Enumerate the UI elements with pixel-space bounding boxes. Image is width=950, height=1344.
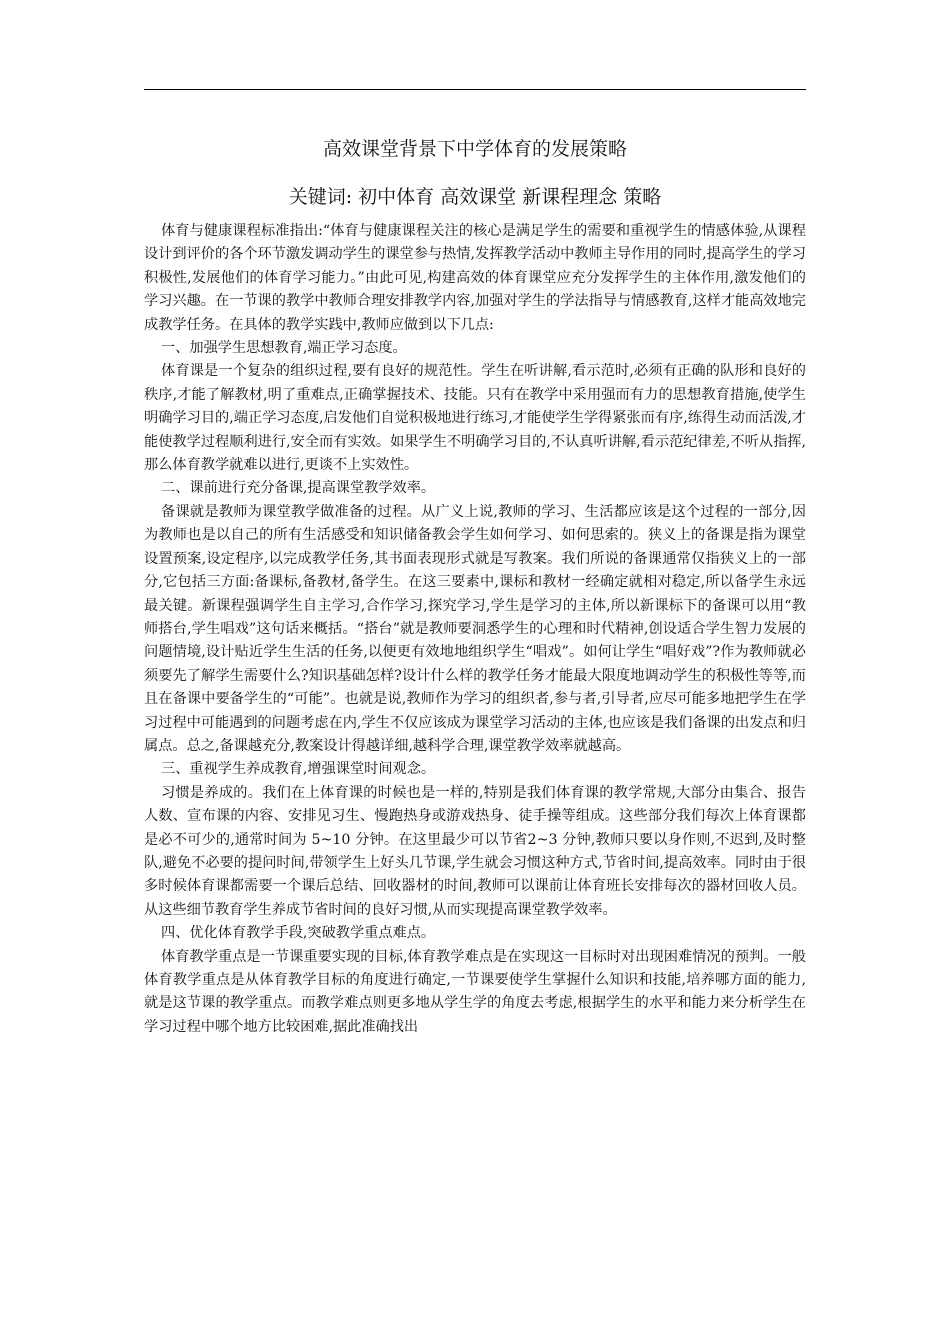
paragraph: 习惯是养成的。我们在上体育课的时候也是一样的,特别是我们体育课的教学常规,大部分由集合、报告人数、宣布课的内容、安排见习生、慢跑热身或游戏热身、徒手操等组成。这些部分我们每次上体育课都是必不可少的,通常时间为 5~10 分钟。在这里最少可以节省2~3 分钟,教师只要以身作则,不迟到,及时整队,避免不必要的提问时间,带领学生上好头几节课,学生就会习惯这种方式,节省时间,提高效率。同时由于很多时候体育课都需要一个课后总结、回收器材的时间,教师可以课前让体育班长安排每次的器材回收人员。从这些细节教育学生养成节省时间的良好习惯,从而实现提高课堂教学效率。: [144, 784, 806, 918]
document-body: [144, 220, 806, 1039]
document-page: [144, 134, 806, 1039]
document-title: 高效课堂背景下中学体育的发展策略: [322, 138, 627, 160]
paragraph: 体育课是一个复杂的组织过程,要有良好的规范性。学生在听讲解,看示范时,必须有正确的队形和良好的秩序,才能了解教材,明了重难点,正确掌握技术、技能。只有在教学中采用强而有力的思想教育措施,使学生明确学习目的,端正学习态度,启发他们自觉积极地进行练习,才能使学生学得紧张而有序,练得生动而活泼,才能使教学过程顺利进行,安全而有实效。如果学生不明确学习目的,不认真听讲解,看示范纪律差,不听从指挥,那么体育教学就难以进行,更谈不上实效性。: [144, 363, 806, 474]
paragraph: 体育教学重点是一节课重要实现的目标,体育教学难点是在实现这一目标时对出现困难情况的预判。一般体育教学重点是从体育教学目标的角度进行确定,一节课要使学生掌握什么知识和技能,培养哪方面的能力,就是这节课的教学重点。而教学难点则更多地从学生学的角度去考虑,根据学生的水平和能力来分析学生在学习过程中哪个地方比较困难,据此准确找出: [144, 948, 806, 1035]
section-heading: 二、课前进行充分备课,提高课堂教学效率。: [161, 480, 436, 497]
section-heading: 三、重视学生养成教育,增强课堂时间观念。: [161, 761, 436, 778]
section-heading: 四、优化体育教学手段,突破教学重点难点。: [161, 925, 436, 942]
header-rule: [144, 89, 806, 90]
paragraph: 体育与健康课程标准指出:“体育与健康课程关注的核心是满足学生的需要和重视学生的情感体验,从课程设计到评价的各个环节激发调动学生的课堂参与热情,发挥教学活动中教师主导作用的同时,提高学生的学习积极性,发展他们的体育学习能力。”由此可见,构建高效的体育课堂应充分发挥学生的主体作用,激发他们的学习兴趣。在一节课的教学中教师合理安排教学内容,加强对学生的学法指导与情感教育,这样才能高效地完成教学任务。在具体的教学实践中,教师应做到以下几点:: [144, 223, 806, 333]
keywords-line: 关键词: 初中体育 高效课堂 新课程理念 策略: [288, 186, 662, 208]
paragraph: 备课就是教师为课堂教学做准备的过程。从广义上说,教师的学习、生活都应该是这个过程的一部分,因为教师也是以自己的所有生活感受和知识储备教会学生如何学习、如何思索的。狭义上的备课是指为课堂设置预案,设定程序,以完成教学任务,其书面表现形式就是写教案。我们所说的备课通常仅指狭义上的一部分,它包括三方面:备课标,备教材,备学生。在这三要素中,课标和教材一经确定就相对稳定,所以备学生永远最关键。新课程强调学生自主学习,合作学习,探究学习,学生是学习的主体,所以新课标下的备课可以用“教师搭台,学生唱戏”这句话来概括。“搭台”就是教师要洞悉学生的心理和时代精神,创设适合学生智力发展的问题情境,设计贴近学生生活的任务,以便更有效地地组织学生“唱戏”。如何让学生“唱好戏”?作为教师就必须要先了解学生需要什么?知识基础怎样?设计什么样的教学任务才能最大限度地调动学生的积极性等等,而且在备课中要备学生的“可能”。也就是说,教师作为学习的组织者,参与者,引导者,应尽可能多地把学生在学习过程中可能遇到的问题考虑在内,学生不仅应该成为课堂学习活动的主体,也应该是我们备课的出发点和归属点。总之,备课越充分,教案设计得越详细,越科学合理,课堂教学效率就越高。: [144, 503, 806, 754]
section-heading: 一、加强学生思想教育,端正学习态度。: [161, 340, 407, 357]
